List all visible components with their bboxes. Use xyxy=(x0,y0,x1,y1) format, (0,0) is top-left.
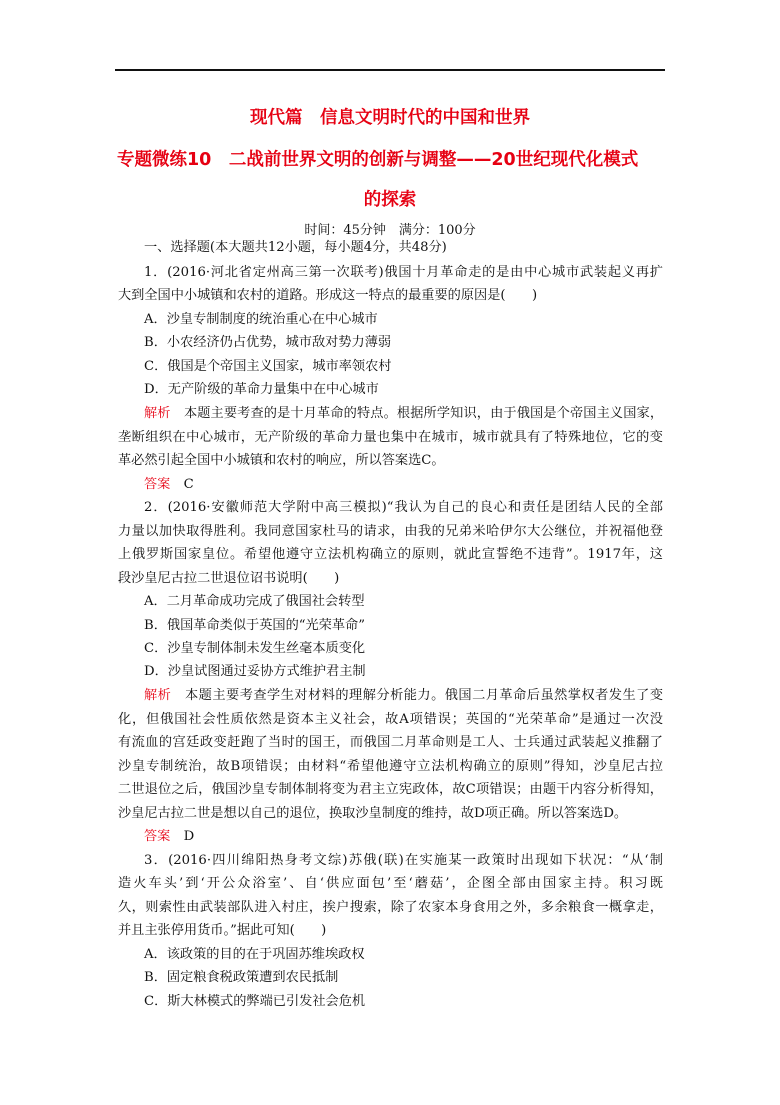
q1-analysis-line: 垄断组织在中心城市，无产阶级的革命力量也集中在城市，城市就具有了特殊地位，它的变 xyxy=(118,430,663,445)
part-title: 现代篇 信息文明时代的中国和世界 xyxy=(250,108,530,128)
q1-stem-line: 1．(2016·河北省定州高三第一次联考)俄国十月革命走的是由中心城市武装起义再扩 xyxy=(144,265,663,280)
q2-stem-line: 力量以加快取得胜利。我同意国家杜马的请求，由我的兄弟米哈伊尔大公继位，并祝福他登 xyxy=(118,524,663,539)
topic-title-line1: 专题微练10 二战前世界文明的创新与调整——20世纪现代化模式 xyxy=(117,150,639,170)
q1-analysis-line xyxy=(144,404,663,424)
q3-stem-line: 久，则索性由武装部队进入村庄，挨户搜索，除了农家本身食用之外，多余粮食一概拿走， xyxy=(118,900,663,915)
q2-stem-line: 段沙皇尼古拉二世退位诏书说明( ) xyxy=(118,571,340,586)
section-heading: 一、选择题(本大题共12小题，每小题4分，共48分) xyxy=(144,240,447,255)
q1-analysis-line: 革必然引起全国中小城镇和农村的响应，所以答案选C。 xyxy=(118,453,445,468)
header-rule xyxy=(115,69,665,71)
q2-analysis-line: 有流血的宫廷政变赶跑了当时的国王，而俄国二月革命则是工人、士兵通过武装起义推翻了 xyxy=(118,735,663,750)
topic-title-line2: 的探索 xyxy=(363,190,417,210)
q1-analysis-label: 解析 xyxy=(144,406,171,421)
q1-option-d: D．无产阶级的革命力量集中在中心城市 xyxy=(144,382,379,397)
q3-option-a: A．该政策的目的在于巩固苏维埃政权 xyxy=(144,947,365,962)
q3-stem-line: 并且主张停用货币。”据此可知( ) xyxy=(118,923,327,938)
q1-answer xyxy=(144,475,194,495)
time-score-info: 时间：45分钟 满分：100分 xyxy=(304,223,476,238)
q2-option-a: A．二月革命成功完成了俄国社会转型 xyxy=(144,594,365,609)
q1-option-a: A．沙皇专制制度的统治重心在中心城市 xyxy=(144,312,378,327)
q3-stem-line: 造火车头’到‘开公众浴室’、自‘供应面包’至‘蘑菇’，企图全部由国家主持。积习既 xyxy=(118,876,663,891)
q2-answer-value: D xyxy=(183,829,195,844)
q2-analysis-text: 本题主要考查学生对材料的理解分析能力。俄国二月革命后虽然掌权者发生了变 xyxy=(185,688,664,703)
q2-analysis-line: 沙皇专制统治，故B项错误；由材料“希望他遵守立法机构确立的原则”得知，沙皇尼古拉 xyxy=(118,759,663,774)
q1-option-b: B．小农经济仍占优势，城市敌对势力薄弱 xyxy=(144,335,392,350)
q2-analysis-label: 解析 xyxy=(144,688,172,703)
q2-option-b: B．俄国革命类似于英国的“光荣革命” xyxy=(144,618,365,633)
q2-option-c: C．沙皇专制体制未发生丝毫本质变化 xyxy=(144,641,366,656)
q2-analysis-line: 沙皇尼古拉二世是想以自己的退位，换取沙皇制度的维持，故D项正确。所以答案选D。 xyxy=(118,806,628,821)
q3-option-b: B．固定粮食税政策遭到农民抵制 xyxy=(144,970,339,985)
q1-analysis-text: 本题主要考查的是十月革命的特点。根据所学知识，由于俄国是个帝国主义国家， xyxy=(183,406,664,421)
q2-analysis-line: 化，但俄国社会性质依然是资本主义社会，故A项错误；英国的“光荣革命”是通过一次没 xyxy=(118,712,663,727)
q3-stem-line: 3．(2016·四川绵阳热身考文综)苏俄(联)在实施某一政策时出现如下状况：“从‘制 xyxy=(144,853,663,868)
q2-stem-line: 上俄罗斯国家皇位。希望他遵守立法机构确立的原则，就此宣誓绝不违背”。1917年，这 xyxy=(118,547,663,562)
q3-option-c: C．斯大林模式的弊端已引发社会危机 xyxy=(144,994,366,1009)
q1-answer-label: 答案 xyxy=(144,477,171,492)
q2-answer-label: 答案 xyxy=(144,829,171,844)
q1-answer-value: C xyxy=(183,477,194,492)
q2-answer xyxy=(144,827,194,847)
q1-stem-line: 大到全国中小城镇和农村的道路。形成这一特点的最重要的原因是( ) xyxy=(118,288,538,303)
q2-analysis-line: 二世退位之后，俄国沙皇专制体制将变为君主立宪政体，故C项错误；由题干内容分析得知， xyxy=(118,782,663,797)
q2-analysis-line xyxy=(144,686,663,706)
q2-stem-line: 2．(2016·安徽师范大学附中高三模拟)“我认为自己的良心和责任是团结人民的全部 xyxy=(144,500,663,515)
q1-option-c: C．俄国是个帝国主义国家，城市率领农村 xyxy=(144,359,392,374)
q2-option-d: D．沙皇试图通过妥协方式维护君主制 xyxy=(144,664,366,679)
